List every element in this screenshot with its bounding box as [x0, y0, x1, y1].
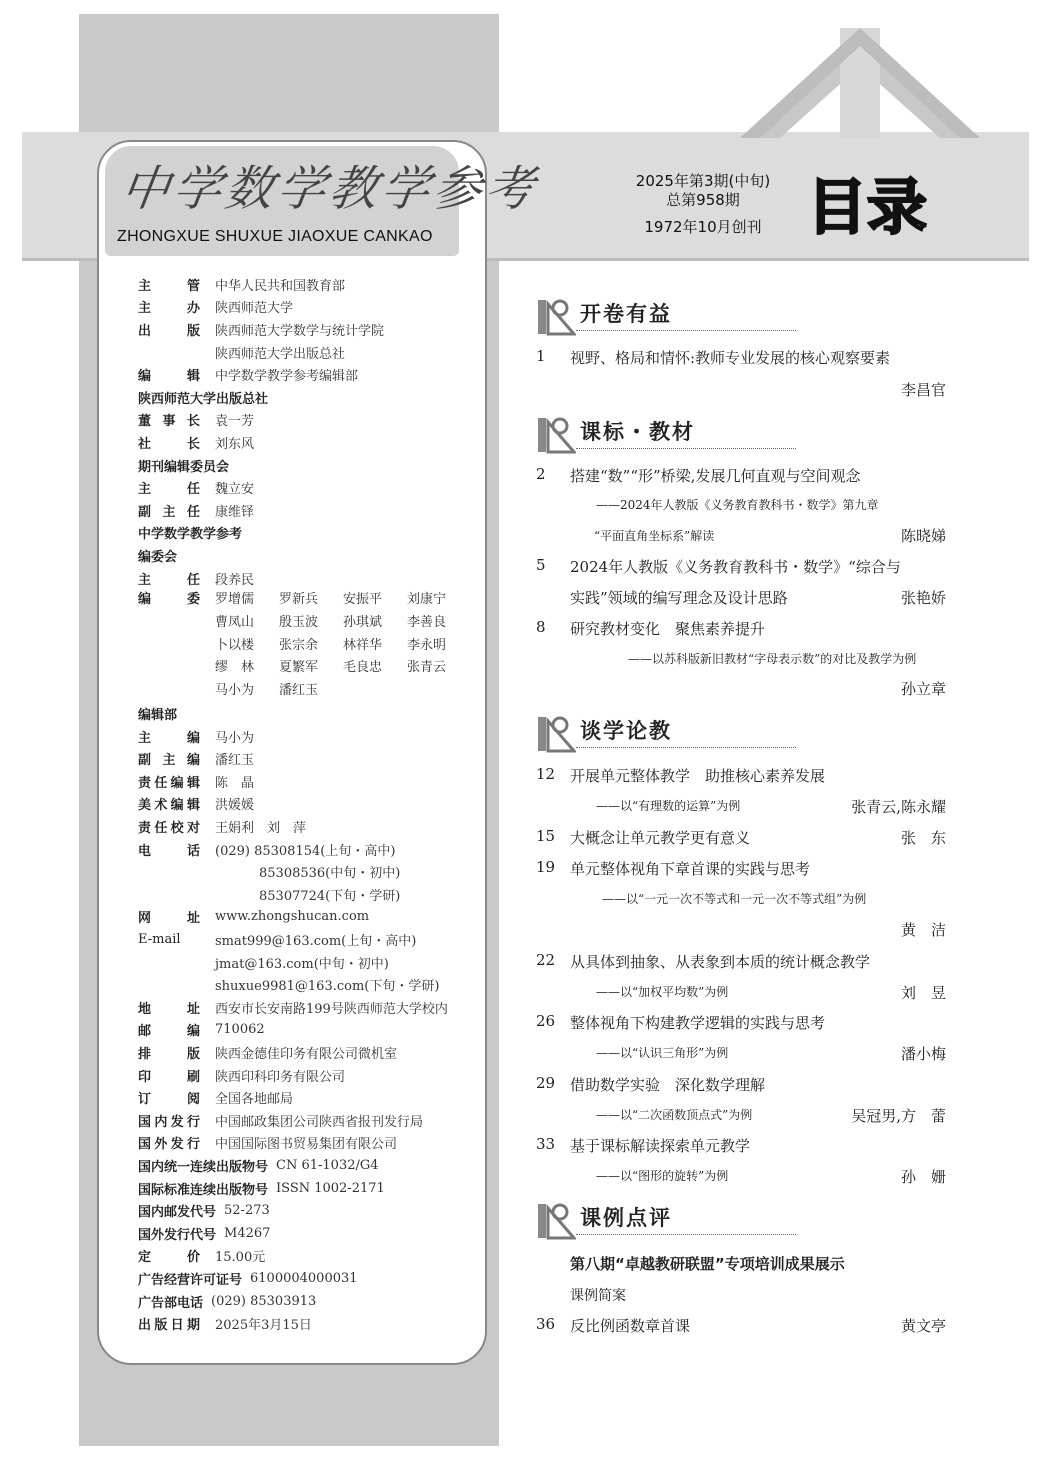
- roof-graphic: [740, 28, 980, 138]
- section-icon: [536, 713, 576, 753]
- section-heading: 谈学论教: [536, 713, 766, 753]
- section-heading: 课标・教材: [536, 414, 766, 454]
- email-link[interactable]: smat999@163.com(上旬・高中): [215, 934, 417, 950]
- section-icon: [536, 1200, 576, 1240]
- board-head: 中学数学教学参考: [138, 527, 243, 543]
- section-icon: [536, 414, 576, 454]
- issue-line-2: 总第958期: [666, 191, 740, 209]
- board-members: 编 委 罗增儒 罗新兵 安振平 刘康宁 曹凤山 殷玉波 孙琪斌 李善良 卜以楼 张宗余 林祥华 李永明 缪 林 夏繁军 毛良忠 张青云 马小为 潘红玉: [138, 592, 447, 698]
- board-head-2: 编委会: [138, 549, 178, 565]
- section-heading: 课例点评: [536, 1200, 766, 1240]
- journal-logo-cn: 中学数学教学参考: [117, 161, 542, 217]
- section-heading: 开卷有益: [536, 296, 766, 336]
- issue-info: [598, 172, 808, 237]
- committee-head: 期刊编辑委员会: [138, 459, 230, 475]
- svg-text:目录: 目录: [807, 173, 927, 238]
- issue-line-1: 2025年第3期(中旬): [635, 172, 771, 190]
- dept-head: 编辑部: [138, 708, 178, 724]
- publisher-head: 陕西师范大学出版总社: [138, 391, 269, 407]
- journal-logo-en: ZHONGXUE SHUXUE JIAOXUE CANKAO: [117, 228, 433, 245]
- special-feature-sub: 课例简案: [570, 1288, 626, 1304]
- issue-line-3: 1972年10月创刊: [644, 218, 762, 236]
- website-link[interactable]: www.zhongshucan.com: [215, 909, 370, 925]
- contents-heading: [806, 172, 928, 238]
- special-feature-title: 第八期“卓越教研联盟”专项培训成果展示: [570, 1255, 845, 1273]
- masthead-info: 主 管 中华人民共和国教育部 主 办 陕西师范大学 出 版 陕西师范大学数学与统计学院 陕西师范大学出版总社 编 辑 中学数学教学参考编辑部 陕西师范大学出版总社 董事长 袁一芳 社 长 刘东风 期刊编辑委员会 主 任 魏立安 副主任 康维铎 中学数学教学参考 编委会 主 任 段养民 编 委 罗增儒 罗新兵 安振平 刘康宁 曹凤山 殷玉波 孙琪斌 李善良 卜以楼 张宗余 林祥华 李永明 缪 林 夏繁军 毛良忠 张青云 马小为 潘红玉 编辑部 主 编 马小为 副主编 潘红玉 责任编辑 陈 晶 美术编辑 洪媛媛 责任校对 王娟利 刘 萍 电 话 (029) 85308154(上旬・高中) 85308536(中旬・初中) 85307724(下旬・学研) 网 址 www.zhongshucan.com E-mail smat999@163.com(上旬・高中) jmat@163.com(中旬・初中) shuxue9981@163.com(下旬・学研) 地 址 西安市长安南路199号陕西师范大学校内 邮 编 710062 排 版 陕西金德佳印务有限公司微机室 印 刷 陕西印科印务有限公司 订 阅 全国各地邮局 国内发行 中国邮政集团公司陕西省报刊发行局 国外发行 中国国际图书贸易集团有限公司 国内统一连续出版物号 CN 61-1032/G4 国际标准连续出版物号 ISSN 1002-2171 国内邮发代号 52-273 国外发行代号 M4267 定 价 15.00元 广告经营许可证号 6100004000031 广告部电话 (029) 85303913 出版日期 2025年3月15日: [138, 273, 483, 1335]
- section-icon: [536, 296, 576, 336]
